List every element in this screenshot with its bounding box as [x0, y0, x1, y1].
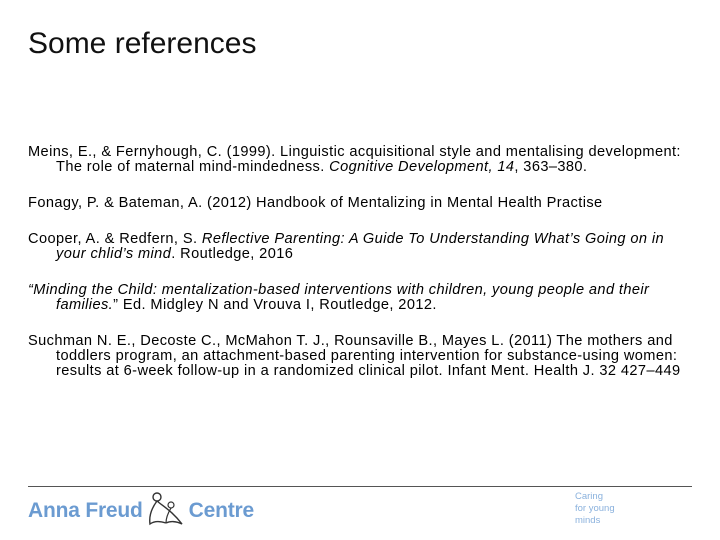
reference-midgley [28, 283, 688, 313]
logo-text-left: Anna Freud [28, 499, 143, 522]
tagline-line: minds [575, 515, 601, 526]
reference-text: Fonagy, P. & Bateman, A. (2012) Handbook of Mentalizing in Mental Health Practise [28, 195, 603, 211]
tagline-line: for young [575, 503, 615, 514]
anna-freud-logo [28, 491, 254, 531]
references-list [28, 145, 688, 400]
reference-publisher: ” Ed. Midgley N and Vrouva I, Routledge, 2012. [113, 297, 437, 313]
journal-title: Cognitive Development, 14 [329, 159, 515, 175]
reference-cooper [28, 232, 688, 262]
book-title: “Minding the Child: mentalization-based interventions with children, young people and their families. [28, 282, 650, 313]
logo-text-right: Centre [188, 499, 254, 522]
reference-publisher: . Routledge, 2016 [171, 246, 294, 262]
book-title: Reflective Parenting: A Guide To Understanding What’s Going on in your chlid’s mind [56, 231, 665, 262]
reference-meins [28, 145, 688, 175]
slide-title: Some references [28, 27, 257, 60]
reference-text: Meins, E., & Fernyhough, C. (1999). Linguistic acquisitional style and mentalising development: The role of maternal mind-mindedness. [28, 144, 681, 175]
reference-text: Suchman N. E., Decoste C., McMahon T. J., Rounsaville B., Mayes L. (2011) The mothers and toddlers program, an attachment-based parenting intervention for substance-using women: results at 6-week follow-up in a randomized clinical pilot. Infant Ment. Health J. 32 427–449 [28, 333, 681, 379]
reference-authors: Cooper, A. & Redfern, S. [28, 231, 202, 247]
tagline [575, 491, 635, 527]
reference-pages: , 363–380. [514, 159, 588, 175]
reference-fonagy [28, 196, 688, 211]
reference-suchman [28, 334, 688, 379]
footer-divider [28, 486, 692, 487]
figures-icon [146, 491, 186, 531]
tagline-line: Caring [575, 491, 603, 502]
